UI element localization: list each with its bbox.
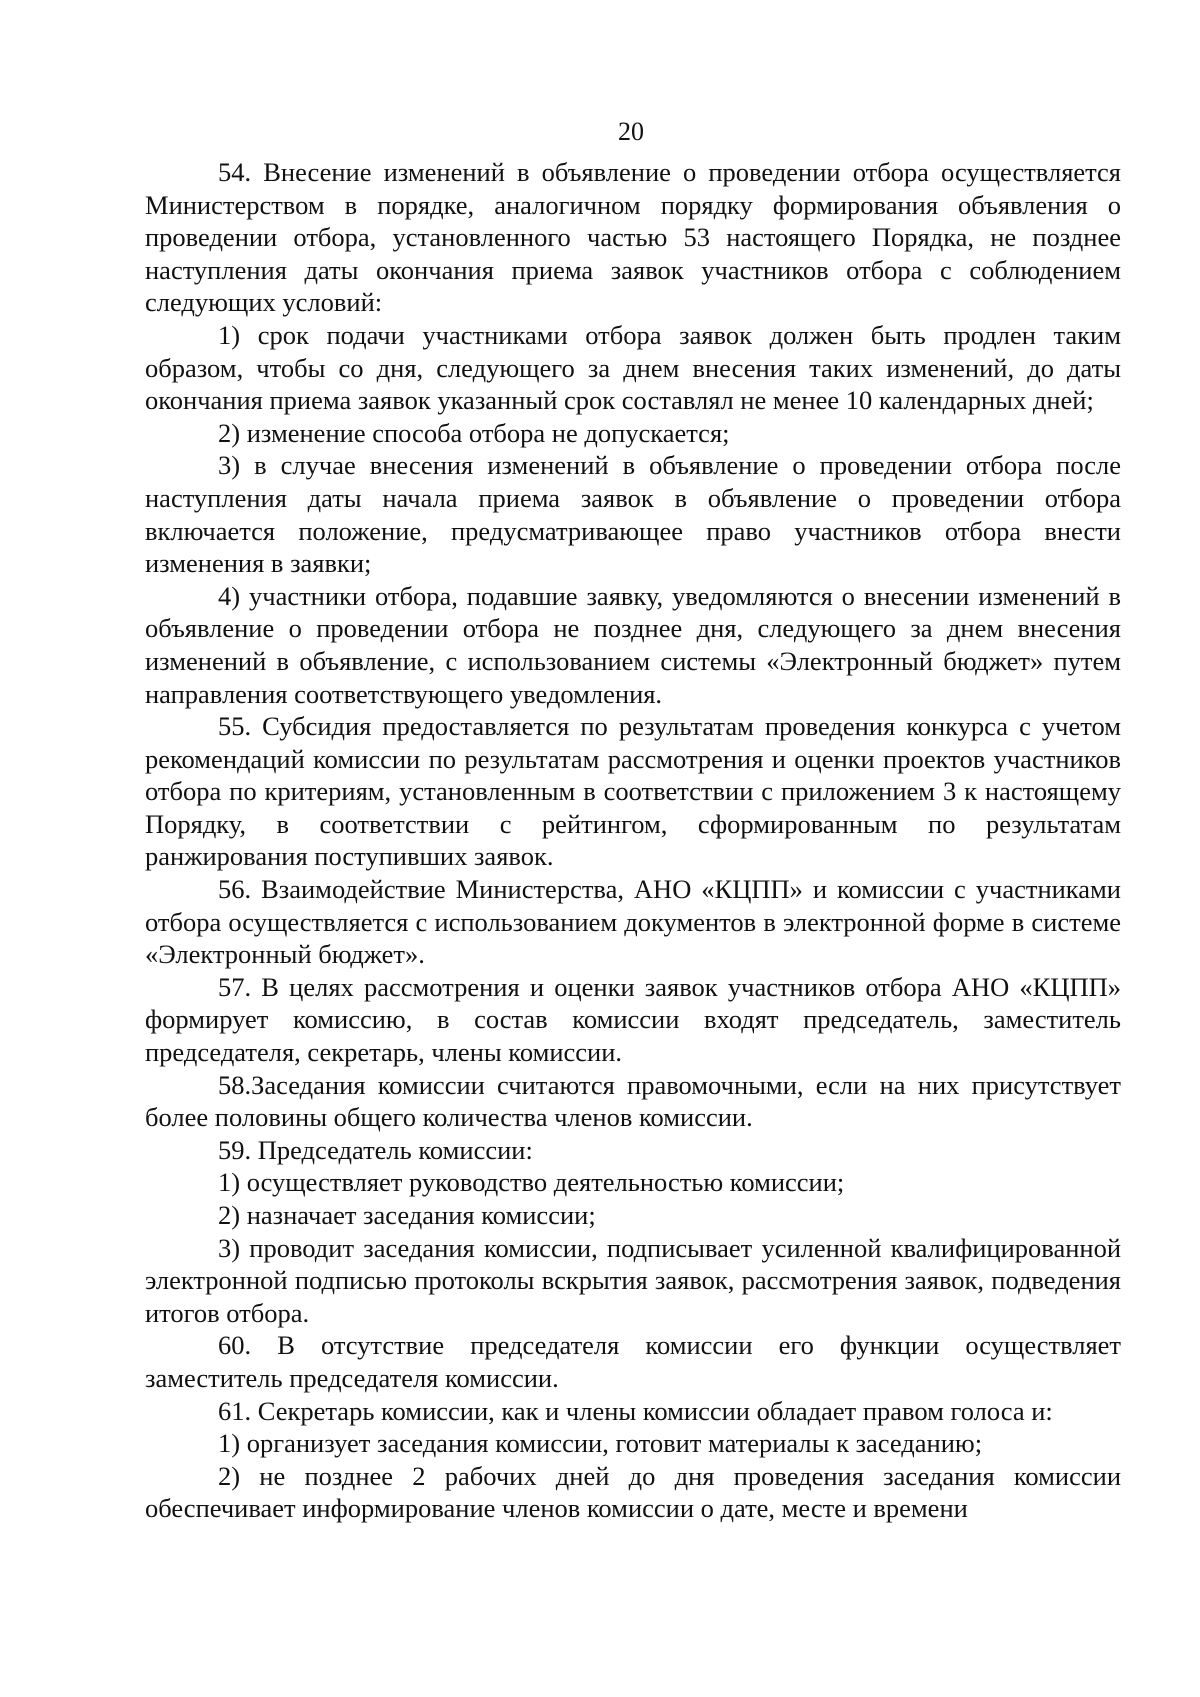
paragraph-59-item-3: 3) проводит заседания комиссии, подписывает усиленной квалифицированной электронной подписью протоколы вскрытия заявок, рассмотрения заявок, подведения итогов отбора. [145, 1232, 1121, 1328]
paragraph-60: 60. В отсутствие председателя комиссии его функции осуществляет заместитель председателя комиссии. [145, 1330, 1121, 1393]
paragraph-54-item-3: 3) в случае внесения изменений в объявление о проведении отбора после наступления даты начала приема заявок в объявление о проведении отбора включается положение, предусматривающее право участников отбора внести изменения в заявки; [145, 450, 1121, 579]
paragraph-54-item-1: 1) срок подачи участниками отбора заявок должен быть продлен таким образом, чтобы со дня, следующего за днем внесения таких изменений, до даты окончания приема заявок указанный срок составлял не менее 10 календарных дней; [145, 319, 1121, 416]
paragraph-59: 59. Председатель комиссии: [218, 1134, 533, 1165]
paragraph-61: 61. Секретарь комиссии, как и члены комиссии обладает правом голоса и: [218, 1395, 1053, 1426]
paragraph-54: 54. Внесение изменений в объявление о проведении отбора осуществляется Министерством в порядке, аналогичном порядку формирования объявления о проведении отбора, установленного частью 53 настоящего Порядка, не позднее наступления даты окончания приема заявок участников отбора с соблюдением следующих условий: [145, 157, 1121, 318]
paragraph-57: 57. В целях рассмотрения и оценки заявок участников отбора АНО «КЦПП» формирует комиссию, в состав комиссии входят председатель, заместитель председателя, секретарь, члены комиссии. [145, 971, 1121, 1068]
paragraph-61-item-2: 2) не позднее 2 рабочих дней до дня проведения заседания комиссии обеспечивает информирование членов комиссии о дате, месте и времени [145, 1460, 1121, 1524]
page-number: 20 [618, 117, 644, 146]
paragraph-54-item-4: 4) участники отбора, подавшие заявку, уведомляются о внесении изменений в объявление о проведении отбора не позднее дня, следующего за днем внесения изменений в объявление, с использованием системы «Электронный бюджет» путем направления соответствующего уведомления. [145, 580, 1121, 709]
paragraph-59-item-1: 1) осуществляет руководство деятельностью комиссии; [218, 1167, 845, 1198]
paragraph-55: 55. Субсидия предоставляется по результатам проведения конкурса с учетом рекомендаций комиссии по результатам рассмотрения и оценки проектов участников отбора по критериям, установленным в соответствии с приложением 3 к настоящему Порядку, в соответствии с рейтингом, сформированным по результатам ранжирования поступивших заявок. [145, 711, 1121, 872]
paragraph-61-item-1: 1) организует заседания комиссии, готовит материалы к заседанию; [218, 1428, 983, 1459]
paragraph-59-item-2: 2) назначает заседания комиссии; [218, 1200, 596, 1230]
paragraph-54-item-2: 2) изменение способа отбора не допускается; [218, 417, 730, 448]
paragraph-58: 58.Заседания комиссии считаются правомочными, если на них присутствует более половины общего количества членов комиссии. [145, 1069, 1121, 1133]
paragraph-56: 56. Взаимодействие Министерства, АНО «КЦПП» и комиссии с участниками отбора осуществляется с использованием документов в электронной форме в системе «Электронный бюджет». [145, 874, 1121, 970]
document-body [145, 156, 1121, 1525]
